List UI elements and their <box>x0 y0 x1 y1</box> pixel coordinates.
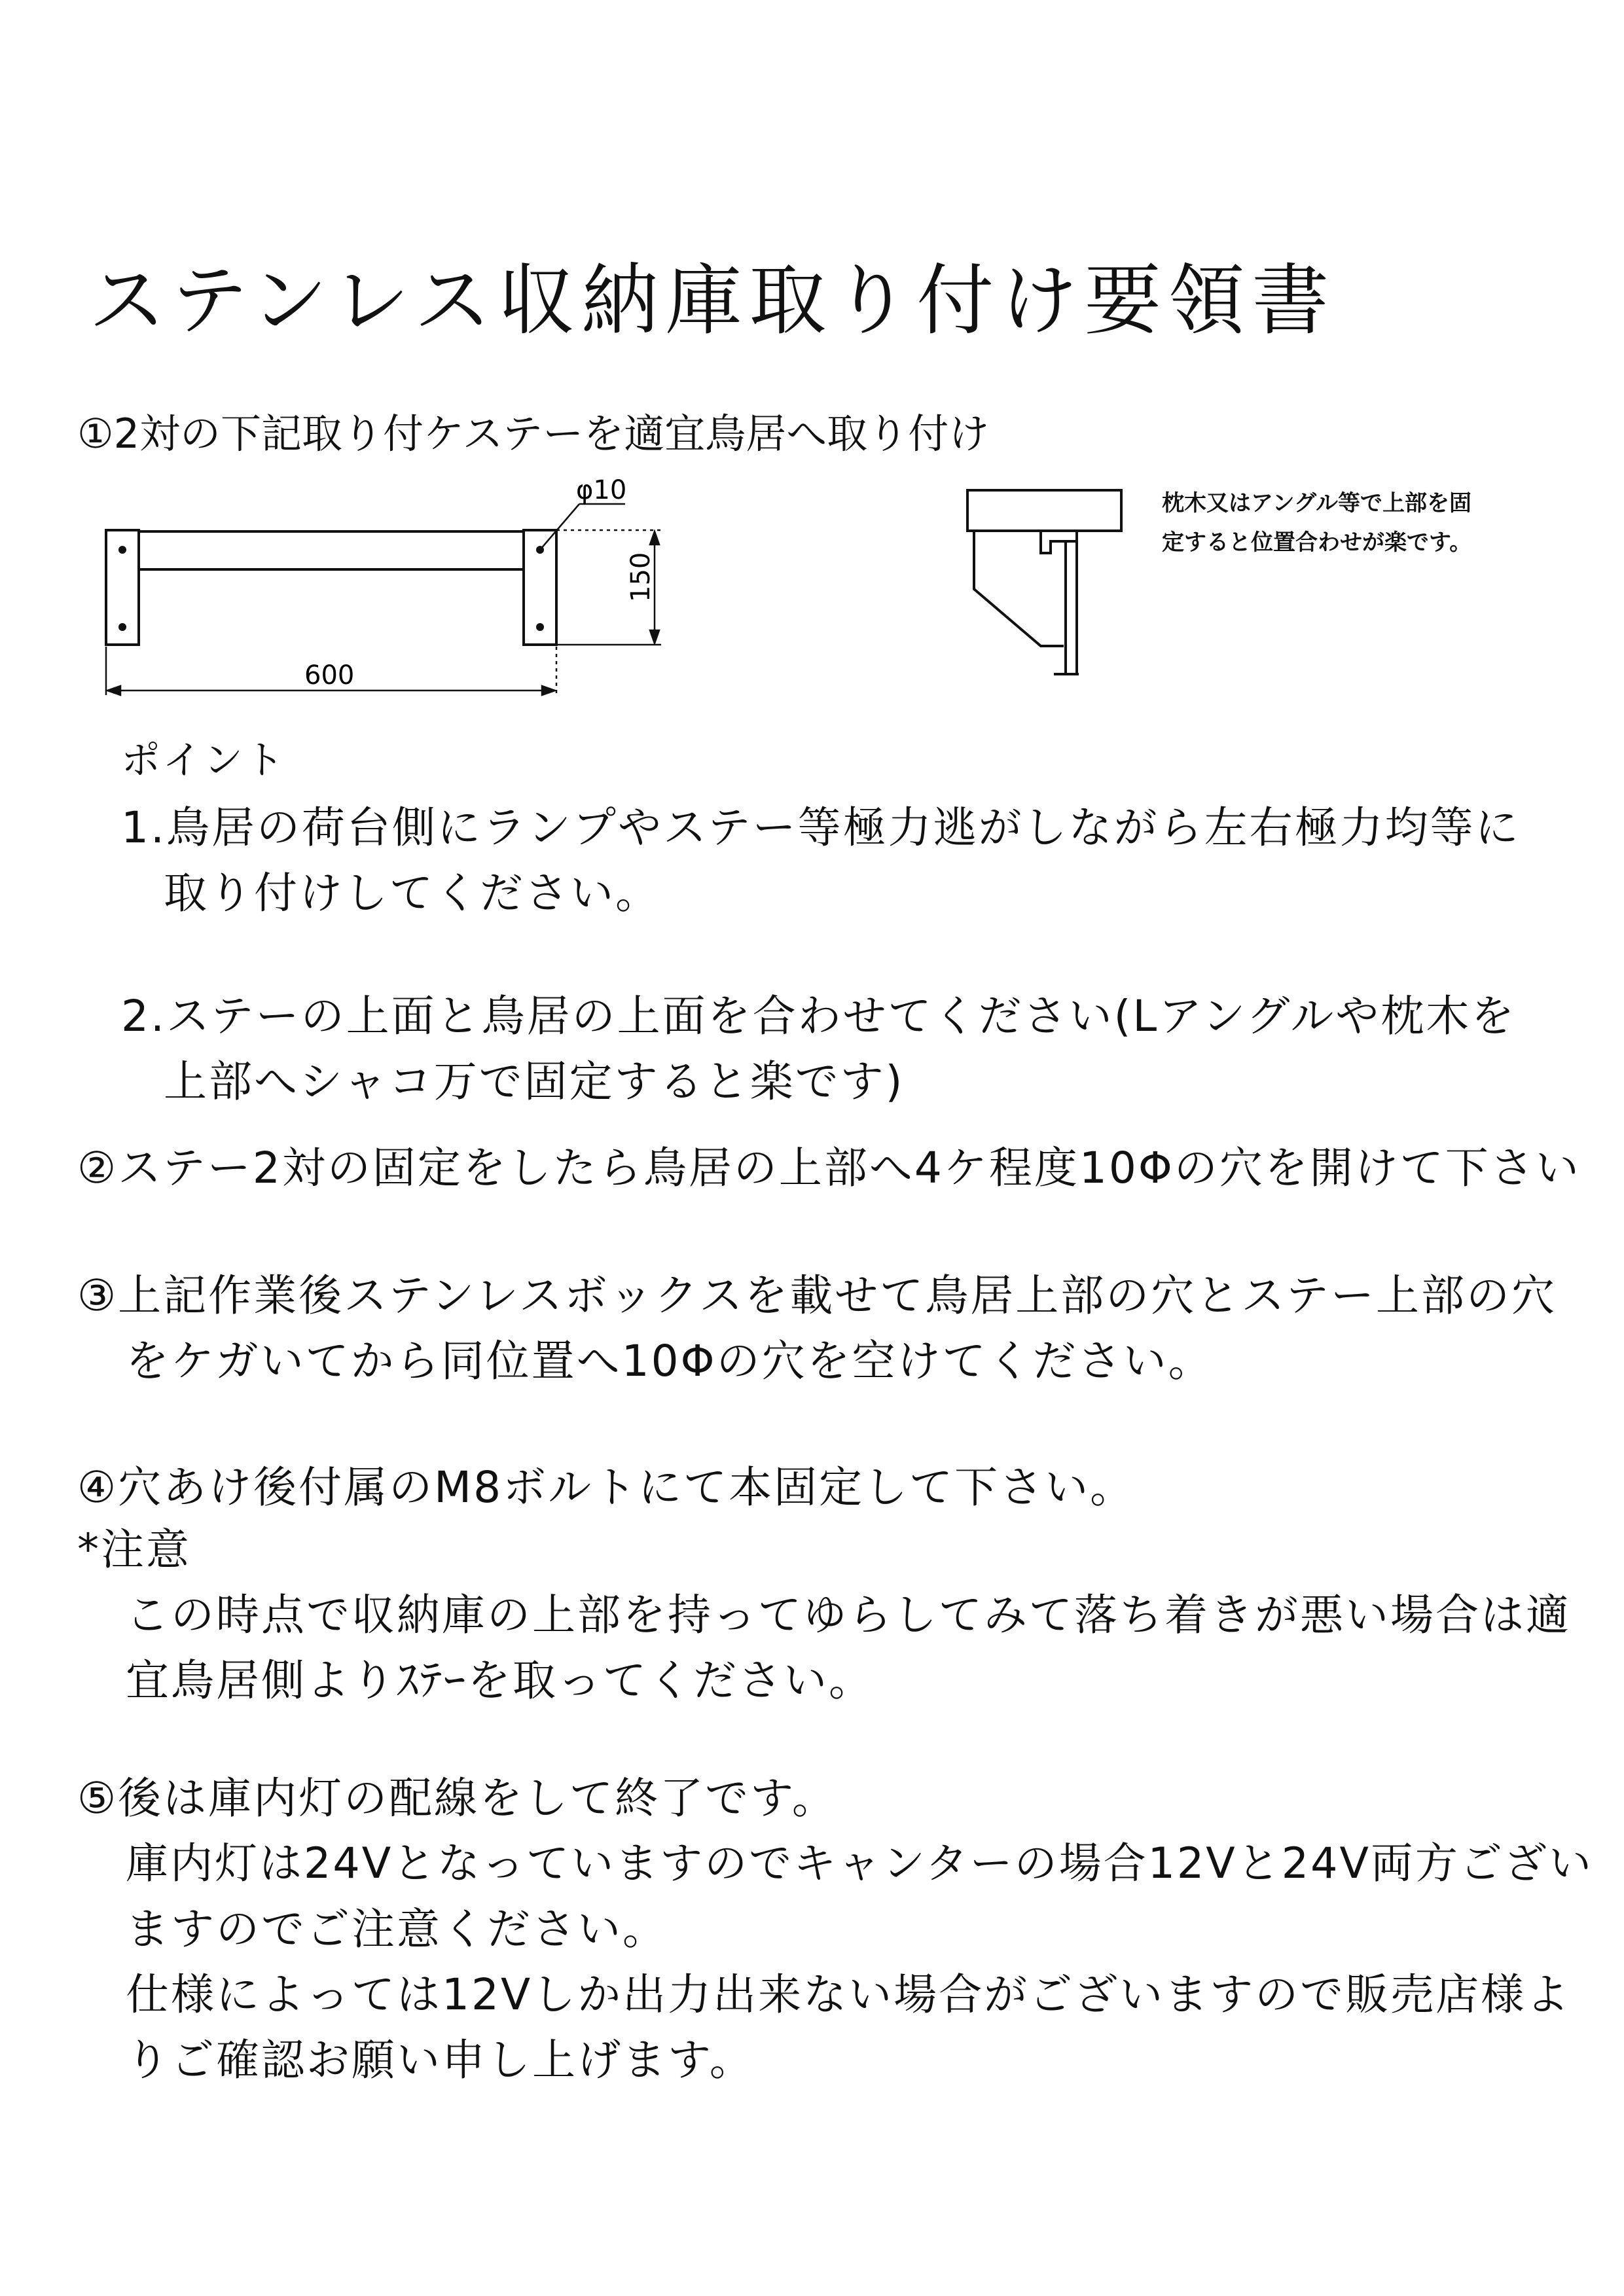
point1-line-1: 1.鳥居の荷台側にランプやステー等極力逃がしながら左右極力均等に <box>121 802 1521 853</box>
width-label: 600 <box>304 660 355 691</box>
stay-front-diagram <box>92 471 681 700</box>
step3-line-1: ③上記作業後ステンレスボックスを載せて鳥居上部の穴とステー上部の穴 <box>77 1270 1557 1321</box>
document-title: ステンレス収納庫取り付け要領書 <box>88 255 1336 346</box>
step5-line-4: りご確認お願い申し上げます。 <box>126 2035 755 2085</box>
side-note-line-2: 定すると位置合わせが楽です。 <box>1162 529 1472 556</box>
bolt-holes <box>118 546 544 631</box>
side-section-diagram <box>962 488 1132 691</box>
step1-heading: ①2対の下記取り付ケステーを適宜鳥居へ取り付け <box>77 410 990 457</box>
step3-line-2: をケガいてから同位置へ10Φの穴を空けてください。 <box>126 1336 1214 1386</box>
side-note-line-1: 枕木又はアングル等で上部を固 <box>1162 490 1471 516</box>
step2-line: ②ステー2対の固定をしたら鳥居の上部へ4ケ程度10Φの穴を開けて下さい <box>77 1143 1581 1193</box>
diameter-label: φ10 <box>576 475 627 505</box>
step5-line-3: 仕様によっては12Vしか出力出来ない場合がございますので販売店様よ <box>126 1969 1572 2020</box>
step5-line-2: ますのでご注意ください。 <box>126 1904 668 1954</box>
stay-frame <box>106 530 556 645</box>
point2-line-1: 2.ステーの上面と鳥居の上面を合わせてください(Lアングルや枕木を <box>121 991 1517 1041</box>
point1-line-2: 取り付けしてください。 <box>164 868 660 918</box>
step4-line: ④穴あけ後付属のM8ボルトにて本固定して下さい。 <box>77 1462 1136 1513</box>
step5-line-1: 庫内灯は24Vとなっていますのでキャンターの場合12Vと24V両方ござい <box>126 1839 1593 1888</box>
points-heading: ポイント <box>121 738 286 783</box>
caution-line-1: この時点で収納庫の上部を持ってゆらしてみて落ち着きが悪い場合は適 <box>126 1590 1571 1640</box>
caution-line-2: 宜鳥居側よりｽﾃｰを取ってください。 <box>126 1655 874 1706</box>
caution-heading: *注意 <box>77 1524 191 1575</box>
step5-heading: ⑤後は庫内灯の配線をして終了です。 <box>77 1773 837 1823</box>
height-label: 150 <box>626 552 656 602</box>
point2-line-2: 上部へシャコ万で固定すると楽です) <box>164 1056 905 1107</box>
section-outline <box>967 490 1121 674</box>
